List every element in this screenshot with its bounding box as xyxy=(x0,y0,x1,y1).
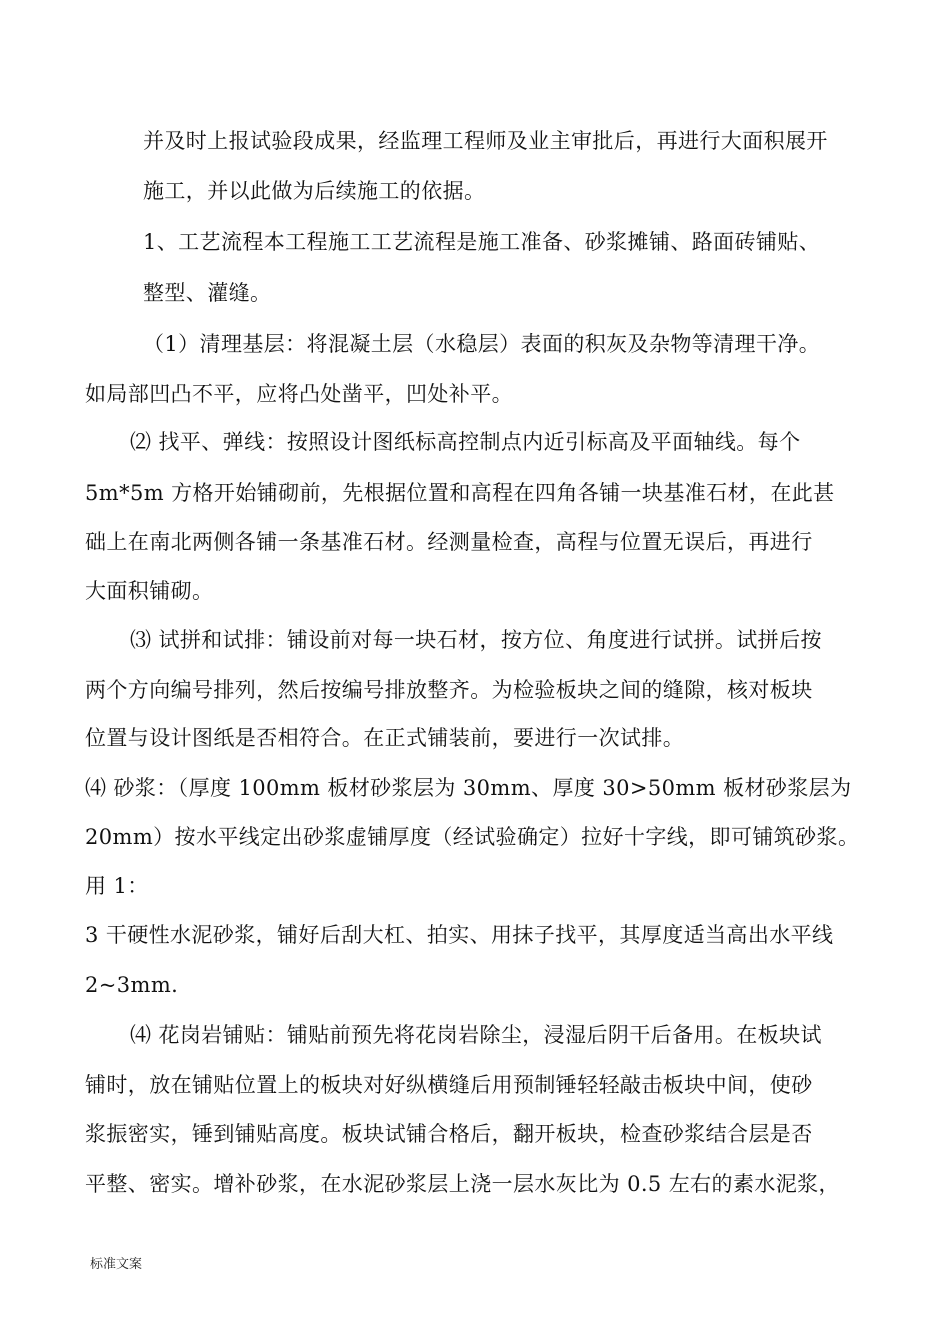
text-line: 铺时，放在铺贴位置上的板块对好纵横缝后用预制锤轻轻敲击板块中间，使砂 xyxy=(85,1073,813,1097)
text-line: （1）清理基层：将混凝土层（水稳层）表面的积灰及杂物等清理干净。 xyxy=(143,332,821,356)
text-line: 用 1： xyxy=(85,874,149,898)
text-line: 大面积铺砌。 xyxy=(85,579,214,603)
text-line: 平整、密实。增补砂浆，在水泥砂浆层上浇一层水灰比为 0.5 左右的素水泥浆， xyxy=(85,1172,840,1196)
text-line: 位置与设计图纸是否相符合。在正式铺装前，要进行一次试排。 xyxy=(85,726,685,750)
text-line: 础上在南北两侧各铺一条基准石材。经测量检查，高程与位置无误后，再进行 xyxy=(85,530,813,554)
text-line: 2~3mm. xyxy=(85,973,179,997)
text-line: 两个方向编号排列，然后按编号排放整齐。为检验板块之间的缝隙，核对板块 xyxy=(85,678,813,702)
text-line: 整型、灌缝。 xyxy=(143,281,272,305)
text-line: 如局部凹凸不平，应将凸处凿平，凹处补平。 xyxy=(85,382,513,406)
text-line: ⑵ 找平、弹线：按照设计图纸标高控制点内近引标高及平面轴线。每个 xyxy=(130,430,801,454)
text-line: 5m*5m 方格开始铺砌前，先根据位置和高程在四角各铺一块基准石材，在此甚 xyxy=(85,481,835,505)
text-line: 20mm）按水平线定出砂浆虚铺厚度（经试验确定）拉好十字线，即可铺筑砂浆。 xyxy=(85,825,860,849)
text-line: 3 干硬性水泥砂浆，铺好后刮大杠、拍实、用抹子找平，其厚度适当高出水平线 xyxy=(85,923,834,947)
text-line: ⑷ 花岗岩铺贴：铺贴前预先将花岗岩除尘，浸湿后阴干后备用。在板块试 xyxy=(130,1023,822,1047)
text-line: 并及时上报试验段成果，经监理工程师及业主审批后，再进行大面积展开 xyxy=(143,129,828,153)
text-line: 浆振密实，锤到铺贴高度。板块试铺合格后，翻开板块，检查砂浆结合层是否 xyxy=(85,1122,813,1146)
footer-label: 标准文案 xyxy=(90,1257,143,1272)
text-line: ⑷ 砂浆：（厚度 100mm 板材砂浆层为 30mm、厚度 30>50mm 板材砂浆层为 xyxy=(85,776,852,800)
text-line: 1、工艺流程本工程施工工艺流程是施工准备、砂浆摊铺、路面砖铺贴、 xyxy=(143,230,821,254)
text-line: ⑶ 试拼和试排：铺设前对每一块石材，按方位、角度进行试拼。试拼后按 xyxy=(130,628,822,652)
text-line: 施工，并以此做为后续施工的依据。 xyxy=(143,179,486,203)
